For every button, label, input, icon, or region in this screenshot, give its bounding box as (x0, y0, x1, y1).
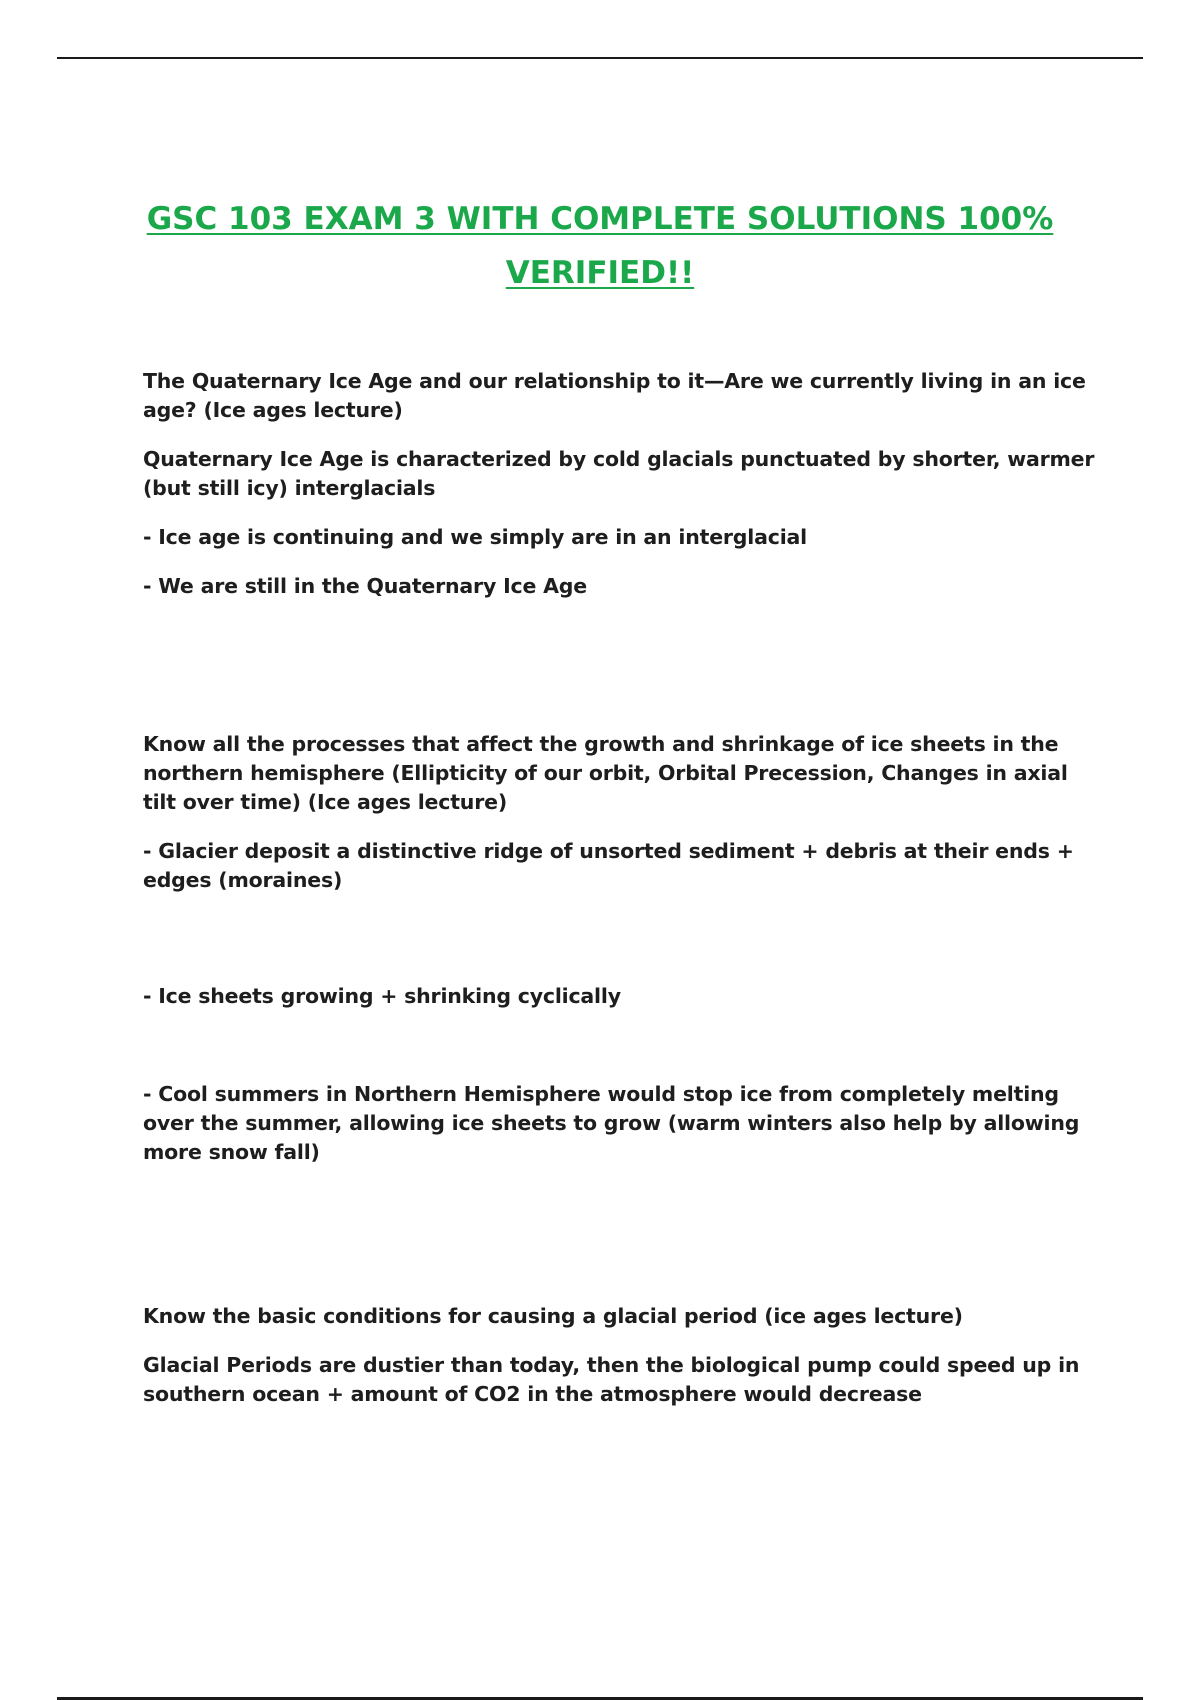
spacer (143, 1187, 1103, 1302)
answer-2-point-2: - Ice sheets growing + shrinking cyclically (143, 984, 621, 1008)
header-rule (57, 57, 1143, 59)
answer-1-point-1: - Ice age is continuing and we simply are in an interglacial (143, 525, 807, 549)
question-1: The Quaternary Ice Age and our relationship to it—Are we currently living in an ice age? (Ice ages lecture) (143, 369, 1086, 422)
answer-2-point-3: - Cool summers in Northern Hemisphere would stop ice from completely melting over the summer, allowing ice sheets to grow (warm winters also help by allowing more snow fall) (143, 1082, 1080, 1164)
document-body (143, 367, 1103, 1429)
spacer (143, 621, 1103, 730)
answer-3: Glacial Periods are dustier than today, then the biological pump could speed up in southern ocean + amount of CO2 in the atmosphere would decrease (143, 1353, 1080, 1406)
answer-1: Quaternary Ice Age is characterized by cold glacials punctuated by shorter, warmer (but still icy) interglacials (143, 447, 1095, 500)
document-title: GSC 103 EXAM 3 WITH COMPLETE SOLUTIONS 100% VERIFIED!! (146, 201, 1054, 291)
question-2: Know all the processes that affect the growth and shrinkage of ice sheets in the northern hemisphere (Ellipticity of our orbit, Orbital Precession, Changes in axial tilt over time) (Ice ages lecture) (143, 732, 1068, 814)
spacer (143, 915, 1103, 982)
spacer (143, 1031, 1103, 1080)
question-3: Know the basic conditions for causing a glacial period (ice ages lecture) (143, 1304, 963, 1328)
answer-1-point-2: - We are still in the Quaternary Ice Age (143, 574, 587, 598)
answer-2-point-1: - Glacier deposit a distinctive ridge of unsorted sediment + debris at their ends + edges (moraines) (143, 839, 1074, 892)
